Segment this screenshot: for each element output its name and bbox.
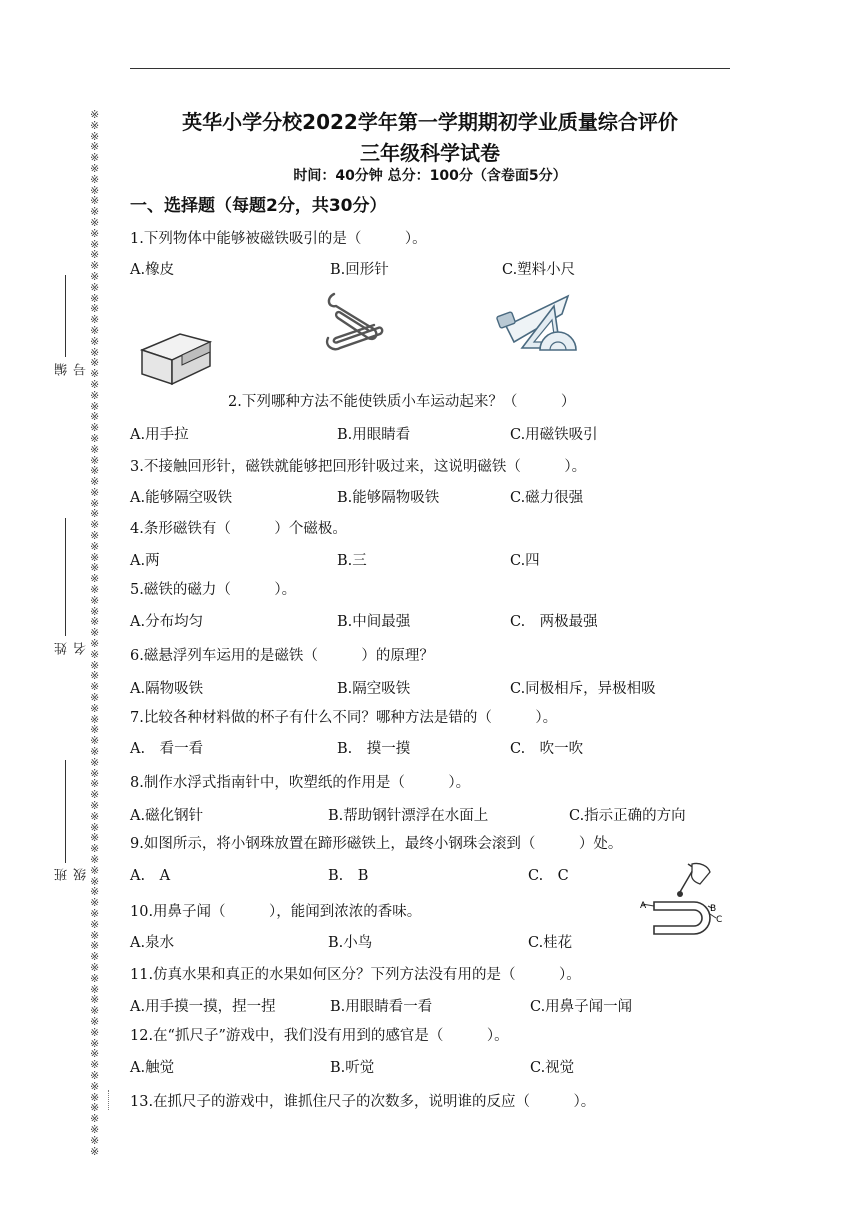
binding-strip: ※※※※※※※※※※※※※※※※※※※※※※※※※※※※※※※※※※※※※※※※※※※※※※※※※※※※※※※※※※※※※※※※※※※※※※※※※※※※※※※※※※※※※※※※※※※※※※※※※ (90, 108, 100, 1158)
option-7a: A. 看一看 (130, 741, 204, 757)
option-6c: C.同极相斥，异极相吸 (510, 681, 656, 697)
question-6: 6.磁悬浮列车运用的是磁铁（ ）的原理？ (130, 648, 434, 664)
question-3: 3.不接触回形针，磁铁就能够把回形针吸过来，这说明磁铁（ ）。 (130, 459, 587, 475)
option-3c: C.磁力很强 (510, 490, 584, 506)
section-heading: 一、选择题（每题2分，共30分） (130, 196, 387, 216)
option-7b: B. 摸一摸 (337, 741, 411, 757)
horseshoe-magnet-figure (640, 862, 726, 938)
option-1b: B.回形针 (330, 262, 389, 278)
question-5: 5.磁铁的磁力（ ）。 (130, 582, 297, 598)
option-2c: C.用磁铁吸引 (510, 427, 598, 443)
option-8a: A.磁化钢针 (130, 808, 204, 824)
exam-info: 时间：40分钟 总分：100分（含卷面5分） (293, 168, 567, 184)
option-11c: C.用鼻子闻一闻 (530, 999, 633, 1015)
question-7: 7.比较各种材料做的杯子有什么不同？哪种方法是错的（ ）。 (130, 710, 558, 726)
exam-title-line2: 三年级科学试卷 (360, 141, 500, 165)
option-10a: A.泉水 (130, 935, 175, 951)
option-4c: C.四 (510, 553, 540, 569)
question-4: 4.条形磁铁有（ ）个磁极。 (130, 521, 347, 537)
question-1: 1.下列物体中能够被磁铁吸引的是（ ）。 (130, 231, 427, 247)
question-10: 10.用鼻子闻（ ），能闻到浓浓的香味。 (130, 904, 422, 920)
option-8c: C.指示正确的方向 (569, 808, 686, 824)
option-10b: B.小鸟 (328, 935, 373, 951)
option-11a: A.用手摸一摸，捏一捏 (130, 999, 276, 1015)
option-2b: B.用眼睛看 (337, 427, 411, 443)
number-label: 编号 (55, 363, 89, 376)
option-4b: B.三 (337, 553, 367, 569)
option-9c: C. C (528, 868, 569, 884)
top-rule (130, 68, 730, 69)
name-write-line (65, 518, 66, 636)
question-2: 2.下列哪种方法不能使铁质小车运动起来？（ ） (228, 394, 576, 410)
option-5b: B.中间最强 (337, 614, 411, 630)
question-8: 8.制作水浮式指南针中，吹塑纸的作用是（ ）。 (130, 775, 471, 791)
binding-dotted-line (108, 1090, 109, 1110)
option-1a: A.橡皮 (130, 262, 175, 278)
question-9: 9.如图所示，将小钢珠放置在蹄形磁铁上，最终小钢珠会滚到（ ）处。 (130, 836, 623, 852)
option-3b: B.能够隔物吸铁 (337, 490, 440, 506)
question-13: 13.在抓尺子的游戏中，谁抓住尺子的次数多，说明谁的反应（ ）。 (130, 1094, 596, 1110)
option-11b: B.用眼睛看一看 (330, 999, 433, 1015)
option-6a: A.隔物吸铁 (130, 681, 204, 697)
option-7c: C. 吹一吹 (510, 741, 584, 757)
class-write-line (65, 760, 66, 863)
question-12: 12.在“抓尺子”游戏中，我们没有用到的感官是（ ）。 (130, 1028, 509, 1044)
figure-label-c: C (716, 915, 723, 925)
plastic-ruler-image (496, 292, 588, 354)
option-5a: A.分布均匀 (130, 614, 204, 630)
exam-title-line1: 英华小学分校2022学年第一学期期初学业质量综合评价 (182, 110, 678, 134)
option-12a: A.触觉 (130, 1060, 175, 1076)
figure-label-a: A (640, 901, 647, 911)
option-2a: A.用手拉 (130, 427, 189, 443)
option-10c: C.桂花 (528, 935, 573, 951)
option-9b: B. B (328, 868, 369, 884)
option-6b: B.隔空吸铁 (337, 681, 411, 697)
figure-label-b: B (710, 904, 717, 914)
paper-clip-image (322, 288, 384, 358)
class-label: 班级 (55, 868, 89, 881)
option-8b: B.帮助钢针漂浮在水面上 (328, 808, 489, 824)
option-3a: A.能够隔空吸铁 (130, 490, 233, 506)
name-label: 姓名 (55, 642, 89, 655)
option-12b: B.听觉 (330, 1060, 375, 1076)
option-5c: C. 两极最强 (510, 614, 598, 630)
question-11: 11.仿真水果和真正的水果如何区分？下列方法没有用的是（ ）。 (130, 967, 581, 983)
eraser-image (138, 328, 214, 386)
number-write-line (65, 275, 66, 357)
option-1c: C.塑料小尺 (502, 262, 576, 278)
option-9a: A. A (130, 868, 171, 884)
option-4a: A.两 (130, 553, 160, 569)
option-12c: C.视觉 (530, 1060, 575, 1076)
